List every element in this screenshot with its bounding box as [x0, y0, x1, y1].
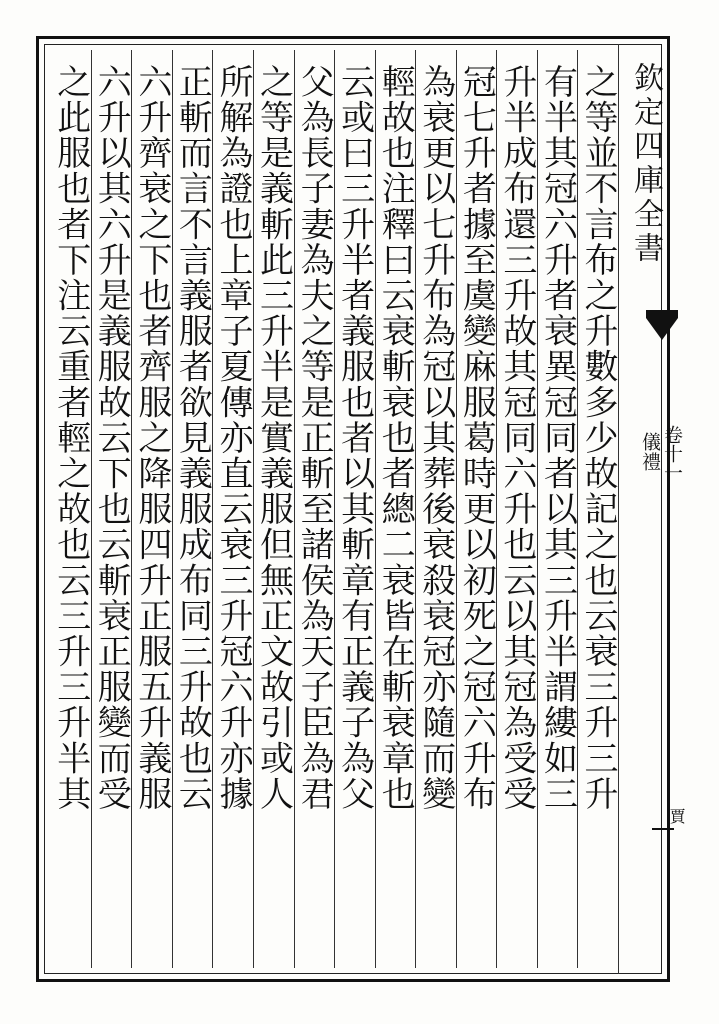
book-title: 欽定四庫全書: [628, 62, 663, 266]
text-column: 云或曰三升半者義服也者以其斬章有正義子為父: [334, 50, 375, 968]
text-column: 輕故也注釋曰云衰斬衰也者總二衰皆在斬衰章也: [375, 50, 416, 968]
section-title: 儀禮: [639, 432, 661, 472]
volume-label: 卷十一: [661, 425, 683, 482]
page-mark: 賈: [667, 808, 686, 824]
text-column: 所解為證也上章子夏傳亦直云衰三升冠六升亦據: [212, 50, 253, 968]
text-column: 正斬而言不言義服者欲見義服成布同三升故也云: [172, 50, 213, 968]
fishtail-icon: [646, 318, 678, 340]
text-column: 之等並不言布之升數多少故記之也云衰三升三升: [577, 50, 618, 968]
text-column: 冠七升者據至虞變麻服葛時更以初死之冠六升布: [456, 50, 497, 968]
text-body: [50, 50, 618, 968]
text-column: 之此服也者下注云重者輕之故也云三升三升半其: [50, 64, 91, 812]
text-column: 之等是義斬此三升半是實義服但無正文故引或人: [253, 50, 294, 968]
fishtail-mark: [646, 310, 678, 318]
text-column: 有半其冠六升者衰異冠同者以其三升半謂縷如三: [537, 50, 578, 968]
text-column: 為衰更以七升布為冠以其葬後衰殺衰冠亦隨而變: [415, 50, 456, 968]
text-column: 升半成布還三升故其冠同六升也云以其冠為受受: [496, 50, 537, 968]
text-column: 六升以其六升是義服故云下也云斬衰正服變而受: [91, 50, 132, 968]
divider: [652, 828, 674, 834]
text-column: 六升齊衰之下也者齊服之降服四升正服五升義服: [131, 50, 172, 968]
text-column: 父為長子妻為夫之等是正斬至諸侯為天子臣為君: [294, 50, 335, 968]
